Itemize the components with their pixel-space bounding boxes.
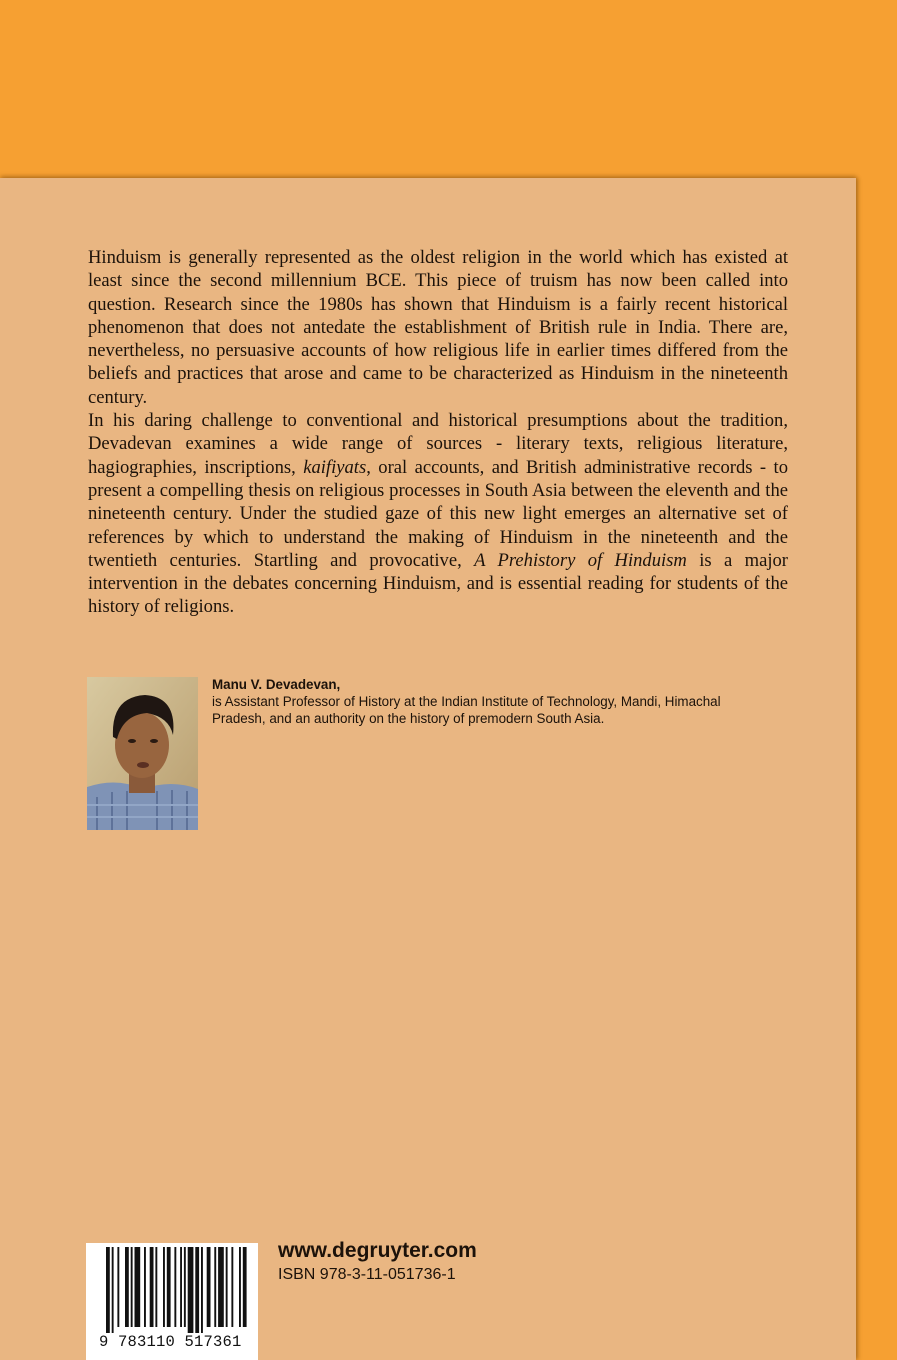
isbn-barcode [86, 1243, 258, 1360]
barcode-bar [174, 1247, 176, 1327]
book-title: A Prehistory of Hinduism [474, 549, 687, 571]
blurb-p2-part-c: is a major intervention in the debates concerning Hinduism, and is essential reading for students of the history of religions. [88, 549, 788, 618]
barcode-bar [125, 1247, 129, 1327]
barcode-bar [163, 1247, 165, 1327]
author-info [212, 676, 772, 727]
barcode-digits: 9 783110 517361 [99, 1333, 242, 1351]
barcode-bar [231, 1247, 233, 1327]
author-bio: is Assistant Professor of History at the Indian Institute of Technology, Mandi, Himachal Pradesh, and an authority on the history of premodern South Asia. [212, 694, 721, 726]
barcode-bar [155, 1247, 157, 1327]
barcode-bar [214, 1247, 216, 1327]
barcode-bar [117, 1247, 119, 1327]
barcode-bar [201, 1247, 203, 1333]
barcode-bar [144, 1247, 146, 1327]
barcode-bar [243, 1247, 247, 1327]
barcode-bar [184, 1247, 186, 1327]
barcode-bar [131, 1247, 133, 1327]
barcode-bar [106, 1247, 110, 1333]
barcode-bar [150, 1247, 154, 1327]
barcode-bar [239, 1247, 241, 1327]
barcode-bar [188, 1247, 194, 1333]
publisher-website[interactable]: www.degruyter.com [278, 1239, 477, 1262]
author-name: Manu V. Devadevan, [212, 677, 341, 692]
barcode-bar [226, 1247, 228, 1327]
barcode-bars [86, 1243, 258, 1335]
author-photo [87, 677, 198, 830]
barcode-bar [167, 1247, 171, 1327]
barcode-bar [180, 1247, 182, 1327]
barcode-bar [112, 1247, 114, 1333]
blurb-p2-part-b: , oral accounts, and British administrative records - to present a compelling thesis on religious processes in South Asia between the eleventh and the nineteenth century. Under the studied gaze of this new light emerges an alternative set of references by which to understand the making of Hinduism in the nineteenth and the twentieth centuries. Startling and provocative, [88, 456, 788, 571]
barcode-bar [218, 1247, 224, 1327]
kaifiyats-term: kaifiyats [303, 456, 367, 478]
barcode-bar [207, 1247, 211, 1327]
blurb-paragraph-1: Hinduism is generally represented as the oldest religion in the world which has existed at least since the second millennium BCE. This piece of truism has now been called into question. Research since the 1980s has shown that Hinduism is a fairly recent historical phenomenon that does not antedate the establishment of British rule in India. There are, nevertheless, no persuasive accounts of how religious life in earlier times differed from the beliefs and practices that arose and came to be characterized as Hinduism in the nineteenth century. [88, 247, 788, 408]
blurb-paragraph-2 [88, 409, 788, 619]
blurb-p2-part-a: In his daring challenge to conventional and historical presumptions about the tradition, Devadevan examines a wide range of sources - literary texts, religious literature, hagiographies, inscriptions, [88, 410, 788, 478]
blurb-text [88, 246, 788, 619]
isbn-number: ISBN 978-3-11-051736-1 [278, 1266, 456, 1283]
barcode-bar [195, 1247, 199, 1333]
barcode-bar [135, 1247, 141, 1327]
